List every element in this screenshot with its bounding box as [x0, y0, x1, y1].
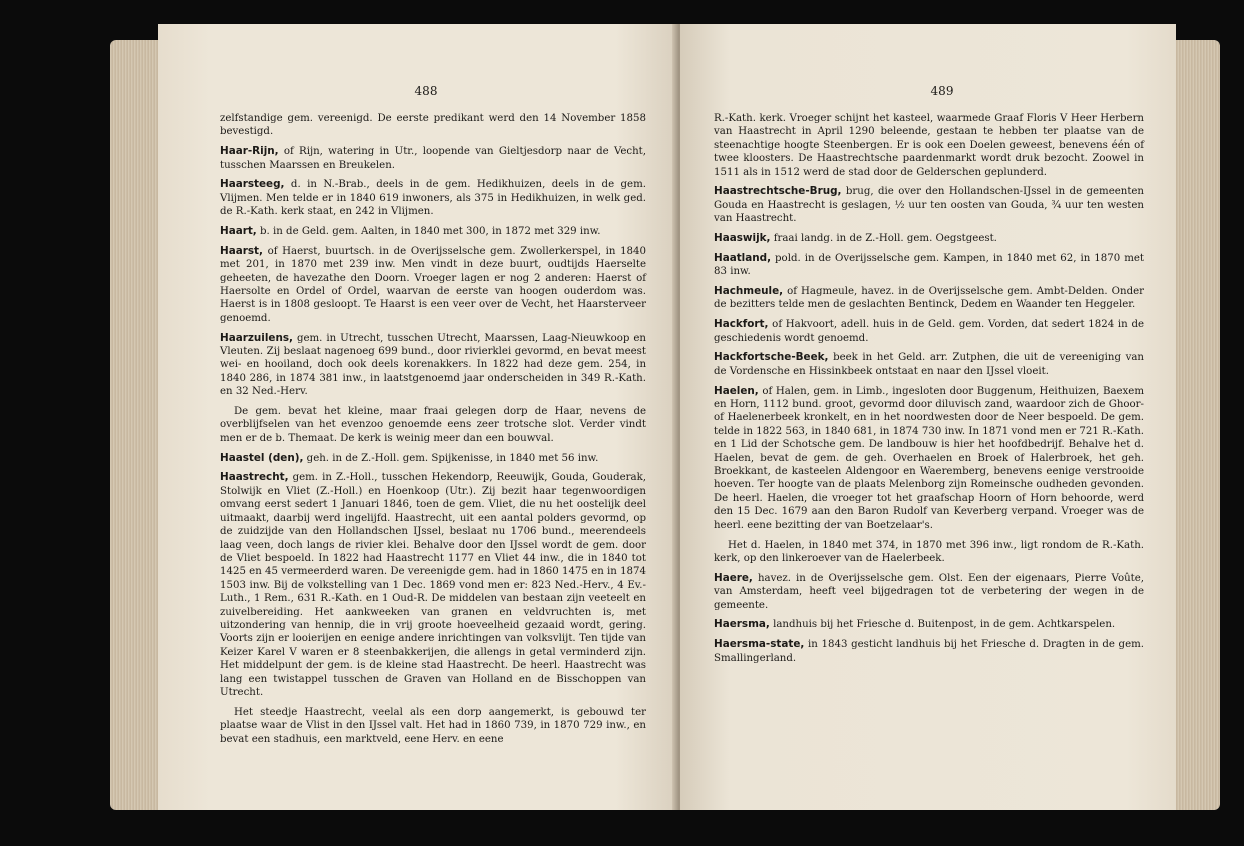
- entry-paragraph: [714, 185, 1144, 225]
- entry-paragraph: [714, 318, 1144, 345]
- right-page-text: [714, 112, 1144, 671]
- entry-text: b. in de Geld. gem. Aalten, in 1840 met 300, in 1872 met 329 inw.: [256, 226, 601, 238]
- entry-text: d. in N.-Brab., deels in de gem. Hedikhuizen, deels in de gem. Vlijmen. Men telde er in 1840 619 inwoners, als 375 in Hedikhuizen, in welk ged. de R.-Kath. kerk staat, en 242 in Vlijmen.: [220, 179, 646, 218]
- page-number-right: 489: [930, 84, 954, 98]
- entry-text: gem. in Utrecht, tusschen Utrecht, Maarssen, Laag-Nieuwkoop en Vleuten. Zij beslaat nagenoeg 699 bund., door rivierklei gevormd, en bevat meest wei- en hooiland, doch ook deels korenakkers. In 1822 had deze gem. 254, in 1840 286, in 1874 381 inw., in laatstgenoemd jaar onderscheiden in 349 R.-Kath. en 32 Ned.-Herv.: [220, 332, 646, 398]
- entry-text: pold. in de Overijsselsche gem. Kampen, in 1840 met 62, in 1870 met 83 inw.: [714, 252, 1144, 278]
- page-edges-right: [1176, 40, 1220, 810]
- entry-paragraph: [220, 145, 646, 172]
- headword: Haersma,: [714, 618, 770, 631]
- entry-paragraph: [714, 252, 1144, 279]
- entry-paragraph: [714, 572, 1144, 612]
- entry-paragraph: [714, 618, 1144, 631]
- page-number-left: 488: [414, 84, 438, 98]
- left-page: [158, 24, 678, 810]
- entry-paragraph: [220, 452, 646, 465]
- headword: Haarsteeg,: [220, 178, 285, 191]
- headword: Hackfortsche-Beek,: [714, 351, 829, 364]
- entry-text: of Hagmeule, havez. in de Overijsselsche gem. Ambt-Delden. Onder de bezitters telde men de geslachten Bentinck, Dedem en Waander ten Heggeler.: [714, 286, 1144, 311]
- open-book: [110, 10, 1220, 836]
- entry-paragraph: [220, 178, 646, 218]
- entry-text: of Rijn, watering in Utr., loopende van Gieltjesdorp naar de Vecht, tusschen Maarssen en Breukelen.: [220, 146, 646, 171]
- entry-text: of Haerst, buurtsch. in de Overijsselsche gem. Zwollerkerspel, in 1840 met 201, in 1870 met 239 inw. Men vindt in deze buurt, oudtijds Haerselte geheeten, de havezathe den Doorn. Vroeger lagen er nog 2 anderen: Haerst of Haersolte en Ordel of Ordel, waarvan de eerste van hoogen ouderdom was. Haerst is in 1808 gesloopt. Te Haarst is een veer over de Vecht, het Haarsterveer genoemd.: [220, 245, 646, 324]
- entry-text: zelfstandige gem. vereenigd. De eerste predikant werd den 14 November 1858 bevestigd.: [220, 113, 646, 138]
- entry-text: brug, die over den Hollandschen-IJssel in de gemeenten Gouda en Haastrecht is geslagen, ½ uur ten oosten van Gouda, ¾ uur ten westen van Haastrecht.: [714, 186, 1144, 225]
- headword: Haastrecht,: [220, 471, 289, 484]
- entry-text: R.-Kath. kerk. Vroeger schijnt het kasteel, waarmede Graaf Floris V Heer Herbern van Haastrecht in April 1290 beleende, gestaan te hebben ter plaatse van de steenachtige hoogte Steenbergen. Er is ook een Doelen geweest, benevens één of twee kloosters. De Haastrechtsche paardenmarkt wordt druk bezocht. Zoowel in 1511 als in 1512 werd de stad door de Gelderschen geplunderd.: [714, 113, 1144, 178]
- entry-text: of Hakvoort, adell. huis in de Geld. gem. Vorden, dat sedert 1824 in de geschiedenis wordt genoemd.: [714, 319, 1144, 344]
- entry-paragraph: [220, 706, 646, 746]
- headword: Haarst,: [220, 244, 263, 257]
- entry-paragraph: [220, 112, 646, 139]
- entry-text: gem. in Z.-Holl., tusschen Hekendorp, Reeuwijk, Gouda, Gouderak, Stolwijk en Vliet (Z.-Holl.) en Hoenkoop (Utr.). Zij bezit haar tegenwoordigen omvang eerst sedert 1 Januari 1846, toen de gem. Vliet, die nu het oostelijk deel uitmaakt, daarbij werd ingelijfd. Haastrecht, uit een aantal polders gevormd, op de zuidzijde van den Hollandschen IJssel, beslaat nu 1706 bund., meerendeels laag veen, doch langs de rivier klei. Behalve door den IJssel wordt de gem. door de Vliet bespoeld. In 1822 had Haastrecht 1177 en Vliet 44 inw., die in 1840 tot 1425 en 45 vermeerderd waren. De vereenigde gem. had in 1860 1475 en in 1874 1503 inw. Bij de volkstelling van 1 Dec. 1869 vond men er: 823 Ned.-Herv., 4 Ev.-Luth., 1 Rem., 631 R.-Kath. en 1 Oud-R. De middelen van bestaan zijn veeteelt en zuivelbereiding. Het aankweeken van granen en veldvruchten is, met uitzondering van hennip, die in vrij groote hoeveelheid gezaaid wordt, gering. Voorts zijn er looierijen en eenige andere inrichtingen van volksvlijt. Ten tijde van Keizer Karel V waren er 8 steenbakkerijen, die allengs in getal verminderd zijn. Het middelpunt der gem. is de kleine stad Haastrecht. De heerl. Haastrecht was lang een twistappel tusschen de Graven van Holland en de Bisschoppen van Utrecht.: [220, 472, 646, 698]
- entry-paragraph: [220, 471, 646, 699]
- entry-text: De gem. bevat het kleine, maar fraai gelegen dorp de Haar, nevens de overblijfselen van het evenzoo genoemde eens zeer trotsche slot. Verder vindt men er de b. Themaat. De kerk is weinig meer dan een bouwval.: [220, 406, 646, 444]
- entry-text: geh. in de Z.-Holl. gem. Spijkenisse, in 1840 met 56 inw.: [303, 452, 599, 464]
- entry-paragraph: [220, 225, 646, 238]
- entry-paragraph: [714, 385, 1144, 532]
- entry-text: havez. in de Overijsselsche gem. Olst. Een der eigenaars, Pierre Voûte, van Amsterdam, heeft veel bijgedragen tot de verbetering der wegen in de gemeente.: [714, 572, 1144, 611]
- entry-paragraph: [714, 285, 1144, 312]
- headword: Haastrechtsche-Brug,: [714, 185, 842, 198]
- entry-paragraph: [714, 539, 1144, 566]
- headword: Haelen,: [714, 384, 759, 397]
- headword: Haersma-state,: [714, 638, 805, 651]
- entry-paragraph: [220, 245, 646, 325]
- entry-paragraph: [714, 232, 1144, 245]
- entry-paragraph: [714, 638, 1144, 665]
- entry-text: in 1843 gesticht landhuis bij het Friesche d. Dragten in de gem. Smallingerland.: [714, 639, 1144, 664]
- entry-text: beek in het Geld. arr. Zutphen, die uit de vereeniging van de Vordensche en Hissinkbeek ontstaat en naar den IJssel vloeit.: [714, 352, 1144, 377]
- entry-text: Het d. Haelen, in 1840 met 374, in 1870 met 396 inw., ligt rondom de R.-Kath. kerk, op den linkeroever van de Haelerbeek.: [714, 539, 1144, 564]
- entry-paragraph: [220, 405, 646, 445]
- entry-paragraph: [714, 351, 1144, 378]
- headword: Hackfort,: [714, 318, 769, 331]
- headword: Haarzuilens,: [220, 331, 293, 344]
- entry-text: fraai landg. in de Z.-Holl. gem. Oegstgeest.: [770, 233, 997, 245]
- right-page: [680, 24, 1176, 810]
- headword: Haastel (den),: [220, 451, 304, 464]
- headword: Haaswijk,: [714, 232, 771, 245]
- entry-paragraph: [714, 112, 1144, 179]
- headword: Hachmeule,: [714, 285, 784, 298]
- headword: Haatland,: [714, 251, 772, 264]
- entry-paragraph: [220, 332, 646, 399]
- headword: Haere,: [714, 571, 753, 584]
- page-edges-left: [110, 40, 160, 810]
- left-page-text: [220, 112, 646, 752]
- entry-text: of Halen, gem. in Limb., ingesloten door Buggenum, Heithuizen, Baexem en Horn, 1112 bund. groot, gevormd door diluvisch zand, waardoor zich de Ghoor- of Haelenerbeek kronkelt, en in het noordwesten door de Neer bespoeld. De gem. telde in 1822 563, in 1840 681, in 1874 730 inw. In 1871 vond men er 721 R.-Kath. en 1 Lid der Schotsche gem. De landbouw is hier het hoofdbedrijf. Behalve het d. Haelen, bevat de gem. de geh. Overhaelen en Broek of Halerbroek, het geh. Broekkant, de kasteelen Aldengoor en Waeremberg, benevens eenige verstrooide hoeven. Ter hoogte van de plaats Melenborg zijn Romeinsche oudheden gevonden. De heerl. Haelen, die vroeger tot het graafschap Hoorn of Horn behoorde, werd den 15 Dec. 1679 aan den Baron Rudolf van Keverberg verpand. Vroeger was de heerl. eene bezitting der van Boetzelaar's.: [714, 385, 1144, 531]
- entry-text: Het steedje Haastrecht, veelal als een dorp aangemerkt, is gebouwd ter plaatse waar de Vlist in den IJssel valt. Het had in 1860 739, in 1870 729 inw., en bevat een stadhuis, een marktveld, eene Herv. en eene: [220, 706, 646, 745]
- headword: Haart,: [220, 225, 257, 238]
- entry-text: landhuis bij het Friesche d. Buitenpost, in de gem. Achtkarspelen.: [769, 619, 1116, 631]
- headword: Haar-Rijn,: [220, 145, 279, 158]
